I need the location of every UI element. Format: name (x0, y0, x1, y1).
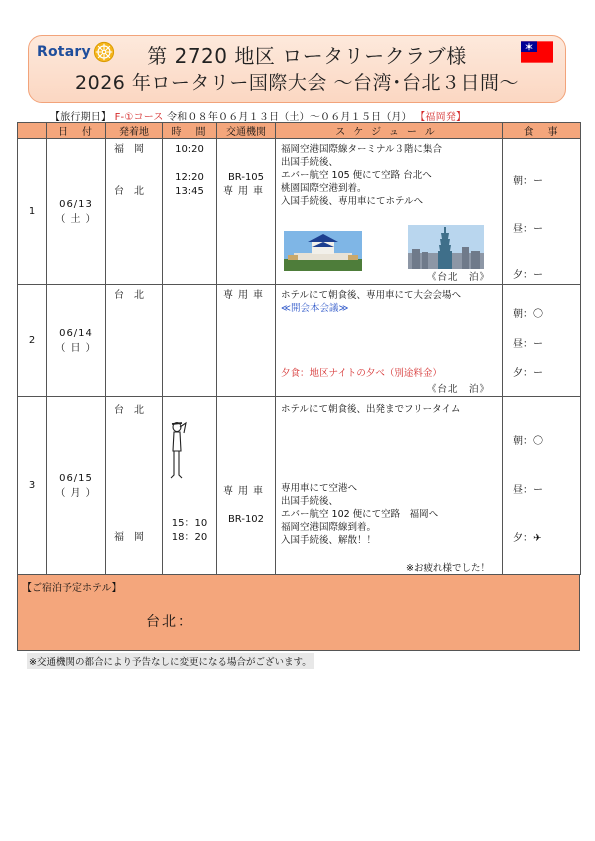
place-line: 台北 (114, 405, 154, 416)
day-number: 3 (18, 397, 47, 575)
rotary-logo-text: Rotary (37, 44, 91, 60)
time-line: 10:20 (175, 144, 204, 155)
place-line: 台北 (114, 186, 154, 197)
meal-breakfast: 朝：ー (513, 176, 543, 187)
schedule-line: ホテルにて朝食後、専用車にて大会会場へ (281, 290, 462, 301)
day-date (47, 397, 106, 575)
departure-city: 【福岡発】 (415, 112, 467, 123)
schedule-line: 専用車にて空港へ (281, 483, 358, 494)
schedule-line: ホテルにて朝食後、出発までフリータイム (281, 404, 461, 415)
place-line: 福岡 (114, 144, 154, 155)
time-line: 15：10 (171, 518, 208, 529)
meal-lunch: 昼：ー (513, 339, 543, 350)
hotel-city: 台北： (146, 614, 194, 630)
schedule-line: 桃園国際空港到着。 (281, 183, 367, 194)
taiwan-flag-icon (521, 41, 553, 63)
weekday-text: （ 月 ） (55, 487, 97, 499)
overnight-stay: 《台北 泊》 (426, 384, 490, 395)
place-line: 台北 (114, 290, 154, 301)
schedule-cell (276, 397, 503, 575)
flight-number: BR-102 (227, 514, 265, 525)
header-day-no (18, 123, 47, 139)
hotel-section (17, 575, 580, 651)
place-line: 福岡 (114, 532, 154, 543)
schedule-line: 福岡空港国際線ターミナル３階に集合 (281, 144, 443, 155)
memorial-hall-photo (284, 231, 362, 271)
date-text: 06/14 (59, 327, 93, 339)
date-text: 06/15 (59, 472, 93, 484)
title-banner (28, 35, 566, 103)
day-date (47, 285, 106, 397)
header-place: 発着地 (106, 123, 163, 139)
vehicle-line: 専用車 (223, 486, 268, 497)
table-header-row (18, 123, 581, 139)
schedule-line: エバー航空 102 便にて空路 福岡へ (281, 509, 439, 520)
vehicle-line (217, 157, 275, 171)
schedule-line: 福岡空港国際線到着。 (281, 522, 377, 533)
schedule-cell (276, 285, 503, 397)
schedule-line: エバー航空 105 便にて空路 台北へ (281, 170, 432, 181)
table-row (18, 139, 581, 285)
time-line: 13:45 (175, 186, 204, 197)
title-line-2: 2026 年ロータリー国際大会 ～台湾･台北３日間～ (75, 72, 519, 94)
schedule-line: 入国手続後、解散！！ (281, 535, 377, 546)
footer-note: ※交通機関の都合により予告なしに変更になる場合がございます。 (27, 653, 314, 669)
district-night-dinner: 夕食：地区ナイトの夕べ（別途料金） (281, 368, 442, 379)
time-line: 18：20 (171, 532, 208, 543)
time-line: 12:20 (175, 172, 204, 183)
weekday-text: （ 日 ） (55, 342, 97, 354)
vehicle-line: 専用車 (223, 290, 268, 301)
transport-cell (217, 139, 276, 285)
meals-cell (503, 285, 581, 397)
date-text: 06/13 (59, 198, 93, 210)
schedule-cell (276, 139, 503, 285)
table-row (18, 397, 581, 575)
time-cell (163, 397, 217, 575)
meal-dinner: 夕：ー (513, 270, 543, 281)
weekday-text: （ 土 ） (55, 213, 97, 225)
header-time: 時 間 (163, 123, 217, 139)
header-schedule: スケジュール (276, 123, 503, 139)
place-cell (106, 285, 163, 397)
place-cell (106, 139, 163, 285)
overnight-stay: 《台北 泊》 (426, 272, 490, 283)
place-line (106, 171, 162, 185)
day-number: 2 (18, 285, 47, 397)
meal-breakfast: 朝：〇 (513, 436, 543, 447)
time-cell (163, 285, 217, 397)
meal-breakfast: 朝：〇 (513, 309, 543, 320)
schedule-line: 出国手続後、 (281, 157, 339, 168)
travel-info-line (50, 108, 580, 122)
title-line-1: 第 2720 地区 ロータリークラブ様 (147, 44, 467, 68)
flight-number: BR-105 (227, 172, 265, 183)
opening-session-label: ≪開会本会議≫ (281, 303, 349, 314)
meal-dinner: 夕：✈ (513, 533, 542, 544)
course-name: F-①コース (114, 112, 164, 123)
place-line (106, 157, 162, 171)
meal-lunch: 昼：ー (513, 224, 543, 235)
vehicle-line: 専用車 (223, 186, 268, 197)
itinerary-table (17, 122, 581, 575)
header-date: 日 付 (47, 123, 106, 139)
hotel-section-label: 【ご宿泊予定ホテル】 (22, 583, 122, 594)
transport-cell (217, 285, 276, 397)
time-cell (163, 139, 217, 285)
table-row (18, 285, 581, 397)
travel-dates: 令和０８年０６月１３日（土）～０６月１５日（月） (167, 112, 412, 123)
day-date (47, 139, 106, 285)
day-number: 1 (18, 139, 47, 285)
travel-period-label: 【旅行期日】 (50, 112, 112, 123)
meal-lunch: 昼：ー (513, 485, 543, 496)
transport-cell (217, 397, 276, 575)
taipei-101-photo (408, 225, 484, 269)
saluting-person-icon (167, 419, 191, 481)
time-line (163, 157, 216, 171)
header-transport: 交通機関 (217, 123, 276, 139)
schedule-line: 入国手続後、専用車にてホテルへ (281, 196, 424, 207)
schedule-line: 出国手続後、 (281, 496, 339, 507)
vehicle-line (217, 143, 275, 157)
meals-cell (503, 139, 581, 285)
place-cell (106, 397, 163, 575)
meal-dinner: 夕：ー (513, 368, 543, 379)
meals-cell (503, 397, 581, 575)
header-meals: 食 事 (503, 123, 581, 139)
closing-message: ※お疲れ様でした！ (406, 563, 490, 574)
